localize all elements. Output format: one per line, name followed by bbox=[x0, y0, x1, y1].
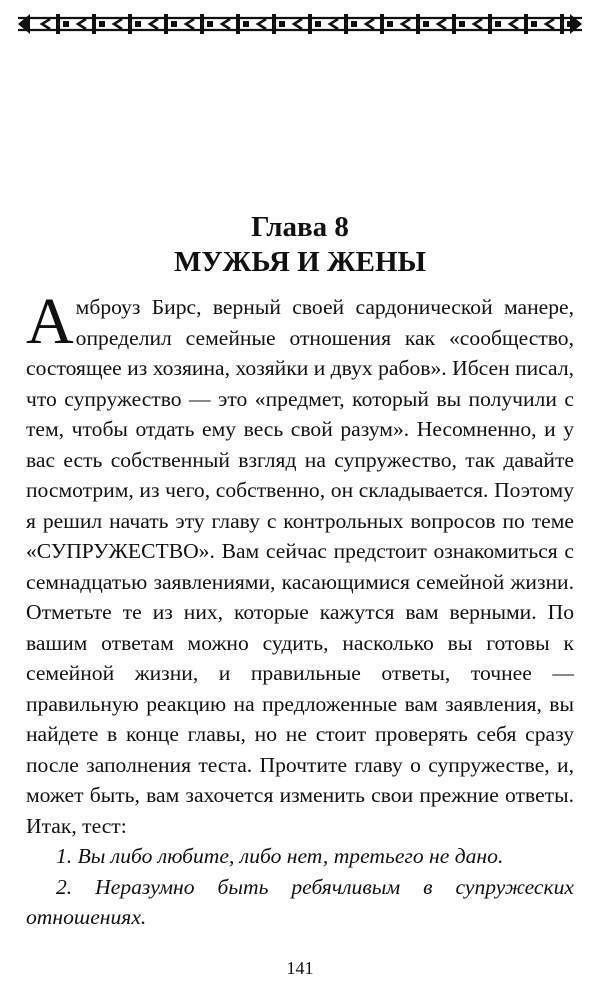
ornament-bar bbox=[236, 14, 240, 34]
ornament-chevron bbox=[330, 19, 338, 29]
ornament-bar bbox=[200, 14, 204, 34]
ornament-bar bbox=[128, 14, 132, 34]
ornament-dot bbox=[423, 21, 429, 27]
ornament-dot bbox=[279, 21, 285, 27]
ornament-bar bbox=[416, 14, 420, 34]
ornament-bar bbox=[164, 14, 168, 34]
ornament-bar bbox=[524, 14, 528, 34]
ornament-bar bbox=[308, 14, 312, 34]
chapter-title: МУЖЬЯ И ЖЕНЫ bbox=[173, 245, 426, 278]
ornament-dot bbox=[351, 21, 357, 27]
ornament-chevron bbox=[114, 19, 122, 29]
ornament-chevron bbox=[186, 19, 194, 29]
ornament-chevron bbox=[78, 19, 86, 29]
ornament-dot bbox=[135, 21, 141, 27]
chapter-body bbox=[26, 285, 574, 933]
ornament-dot bbox=[315, 21, 321, 27]
ornament-chevron bbox=[294, 19, 302, 29]
ornament-chevron bbox=[42, 19, 50, 29]
ornament-dot bbox=[207, 21, 213, 27]
ornament-chevron bbox=[510, 19, 518, 29]
chapter-heading bbox=[0, 210, 600, 280]
ornament-dot bbox=[63, 21, 69, 27]
decorative-border bbox=[18, 10, 582, 38]
ornament-dot bbox=[531, 21, 537, 27]
ornament-bar bbox=[380, 14, 384, 34]
ornament-dot bbox=[171, 21, 177, 27]
ornament-dot bbox=[495, 21, 501, 27]
ornament-bar bbox=[488, 14, 492, 34]
page-number: 141 bbox=[286, 958, 314, 978]
ornament-chevron bbox=[438, 19, 446, 29]
intro-paragraph bbox=[26, 285, 574, 841]
intro-text: мброуз Бирс, верный своей сардонической манере, определил семейные отношения как «сообщество, состоящее из хозяина, хозяйки и двух рабов». Ибсен писал, что супружество — это «предмет, который вы получили с тем, чтобы отдать ему весь свой разум». Несомненно, и у вас есть собственный взгляд на супружество, так давайте посмотрим, из чего, собственно, он складывается. Поэтому я решил начать эту главу с контрольных вопросов по теме «СУПРУЖЕСТВО». Вам сейчас предстоит ознакомиться с семнадцатью заявлениями, касающимися семейной жизни. Отметьте те из них, которые кажутся вам верными. По вашим ответам можно судить, насколько вы готовы к семейной жизни, и правильные ответы, точнее — правильную реакцию на предложенные вам заявления, вы найдете в конце главы, но не стоит проверять себя сразу после заполнения теста. Прочтите главу о супружестве, и, может быть, вам захочется изменить свои прежние ответы. Итак, тест: bbox=[26, 295, 574, 838]
test-item: 1. Вы либо любите, либо нет, третьего не дано. bbox=[56, 844, 504, 868]
ornament-dot bbox=[387, 21, 393, 27]
ornament-chevron bbox=[150, 19, 158, 29]
ornament-chevron bbox=[222, 19, 230, 29]
ornament-chevron bbox=[474, 19, 482, 29]
ornament-dot bbox=[243, 21, 249, 27]
ornament-chevron bbox=[258, 19, 266, 29]
ornament-chevron bbox=[366, 19, 374, 29]
ornament-bar bbox=[56, 14, 60, 34]
ornament-bar bbox=[272, 14, 276, 34]
ornament-chevron bbox=[546, 19, 554, 29]
ornament-bar bbox=[452, 14, 456, 34]
ornament-dot bbox=[567, 21, 573, 27]
ornament-dot bbox=[99, 21, 105, 27]
drop-cap: А bbox=[26, 285, 74, 358]
chapter-number: Глава 8 bbox=[251, 211, 349, 243]
ornament-bar bbox=[92, 14, 96, 34]
ornament-dot bbox=[459, 21, 465, 27]
ornament-chevron bbox=[402, 19, 410, 29]
test-item: 2. Неразумно быть ребячливым в супружеских отношениях. bbox=[26, 874, 574, 929]
ornament-bar bbox=[344, 14, 348, 34]
ornament-bar bbox=[560, 14, 564, 34]
